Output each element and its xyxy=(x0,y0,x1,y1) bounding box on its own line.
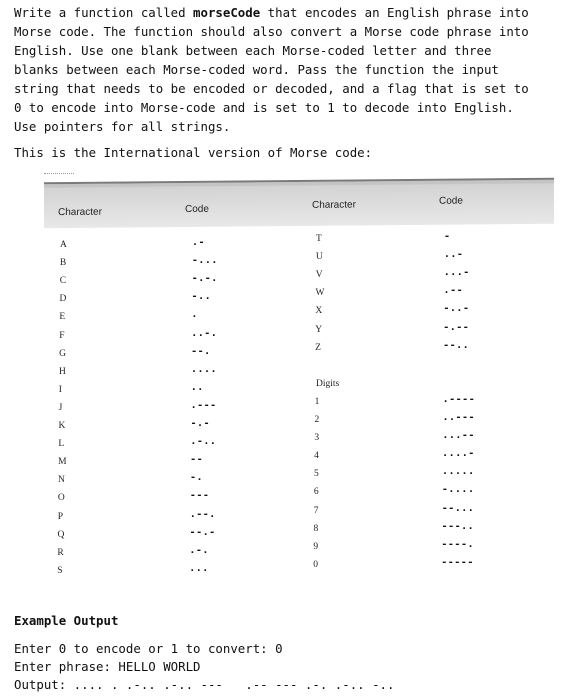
code-cell: --.- xyxy=(189,526,216,538)
function-name: morseCode xyxy=(193,5,261,20)
code-cell: -.-- xyxy=(443,321,470,333)
code-cell: .--- xyxy=(190,399,217,411)
code-cell: ..--- xyxy=(442,412,476,423)
intro-text-span: Use pointers for all strings. xyxy=(14,119,231,134)
code-cell: ..- xyxy=(443,249,464,261)
digit-cell: 0 xyxy=(313,559,318,570)
intro-text-span: Write a function called xyxy=(14,5,194,20)
character-cell: N xyxy=(58,475,65,486)
code-cell: ...-- xyxy=(442,430,475,442)
character-cell: F xyxy=(59,330,65,341)
digit-cell: 4 xyxy=(314,451,319,462)
code-cell: --. xyxy=(191,345,211,357)
code-cell: -.... xyxy=(441,484,475,496)
digit-cell: 5 xyxy=(314,469,319,480)
code-cell: .- xyxy=(192,237,206,248)
code-cell: .. xyxy=(190,381,204,393)
character-cell: S xyxy=(57,565,63,576)
character-cell: K xyxy=(58,421,66,431)
code-cell: -..- xyxy=(443,303,470,315)
intro-text-span: that encodes an English phrase into xyxy=(260,5,529,20)
header-code-left: Code xyxy=(185,203,209,215)
code-cell: ...- xyxy=(443,267,470,279)
intro-text-span: string that needs to be encoded or decoded, and a flag that is set to xyxy=(14,81,529,96)
code-cell: ....- xyxy=(442,448,475,460)
digit-cell: 3 xyxy=(314,433,320,444)
code-cell: . xyxy=(191,309,198,321)
code-cell: ----- xyxy=(441,556,474,568)
code-cell: --.. xyxy=(443,339,470,351)
intro-line xyxy=(14,41,574,60)
intro-line xyxy=(14,117,574,136)
code-cell: ---.. xyxy=(441,520,475,532)
header-character-right: Character xyxy=(312,199,356,211)
character-cell: A xyxy=(60,240,67,250)
intro-text-span: Morse code. The function should also convert a Morse code phrase into xyxy=(14,24,529,39)
code-cell: -.-. xyxy=(191,273,218,285)
code-cell: - xyxy=(444,231,451,242)
header-character-left: Character xyxy=(58,206,102,219)
digit-cell: 7 xyxy=(313,505,319,516)
code-cell: -.- xyxy=(190,418,211,429)
character-cell: R xyxy=(57,547,64,558)
character-cell: B xyxy=(59,258,67,269)
digits-label: Digits xyxy=(316,378,340,389)
character-cell: C xyxy=(59,276,67,287)
character-cell: L xyxy=(58,439,65,450)
table-caption: This is the International version of Morse code: xyxy=(14,145,373,160)
dotted-rule xyxy=(44,173,74,174)
intro-line xyxy=(14,98,574,117)
code-cell: .---- xyxy=(442,393,476,405)
character-cell: Y xyxy=(315,324,323,335)
code-cell: -- xyxy=(190,454,204,466)
intro-line xyxy=(14,22,574,41)
code-cell: -. xyxy=(190,472,204,484)
code-cell: ..-. xyxy=(191,327,218,339)
intro-text-span: 0 to encode into Morse-code and is set to 1 to decode into English. xyxy=(14,100,514,115)
code-cell: ... xyxy=(189,562,209,574)
code-cell: .--. xyxy=(189,508,216,520)
output-line-1: Enter 0 to encode or 1 to convert: 0 xyxy=(14,641,283,656)
code-cell: .-. xyxy=(189,544,209,556)
code-cell: .-- xyxy=(443,285,464,297)
character-cell: M xyxy=(58,457,67,468)
table-header xyxy=(44,178,554,228)
digit-cell: 8 xyxy=(313,523,319,534)
code-cell: .-.. xyxy=(190,436,217,448)
example-title: Example Output xyxy=(14,613,119,628)
digit-cell: 1 xyxy=(314,396,320,407)
character-cell: U xyxy=(315,252,323,263)
character-cell: Z xyxy=(315,342,321,353)
character-cell: E xyxy=(59,312,66,323)
code-cell: --... xyxy=(441,502,475,514)
digit-cell: 6 xyxy=(313,487,319,498)
code-cell: --- xyxy=(189,490,210,502)
intro-text-span: English. Use one blank between each Morse-coded letter and three xyxy=(14,43,492,58)
character-cell: X xyxy=(315,306,323,317)
character-cell: O xyxy=(57,493,65,504)
code-cell: .... xyxy=(190,363,218,375)
character-cell: J xyxy=(58,402,63,413)
code-cell: ----. xyxy=(441,538,474,550)
character-cell: T xyxy=(316,234,322,244)
output-line-3: Output: .... . .-.. .-.. --- .-- --- .-. .-.. -.. xyxy=(14,677,395,692)
digit-cell: 2 xyxy=(314,415,320,425)
character-cell: Q xyxy=(57,529,65,540)
intro-line xyxy=(14,3,574,22)
code-cell: ..... xyxy=(442,466,475,478)
character-cell: G xyxy=(59,348,66,359)
character-cell: W xyxy=(315,288,325,299)
character-cell: P xyxy=(57,511,63,522)
intro-text xyxy=(14,3,574,136)
intro-line xyxy=(14,60,574,79)
digit-cell: 9 xyxy=(313,541,319,552)
character-cell: I xyxy=(58,384,62,395)
code-cell: -... xyxy=(191,255,218,267)
character-cell: D xyxy=(59,294,67,305)
intro-line xyxy=(14,79,574,98)
header-code-right: Code xyxy=(439,195,463,207)
morse-table xyxy=(44,180,554,575)
character-cell: V xyxy=(315,270,323,281)
output-line-2: Enter phrase: HELLO WORLD xyxy=(14,659,201,674)
character-cell: H xyxy=(58,366,66,377)
code-cell: -.. xyxy=(191,291,212,303)
intro-text-span: blanks between each Morse-coded word. Pass the function the input xyxy=(14,62,499,77)
